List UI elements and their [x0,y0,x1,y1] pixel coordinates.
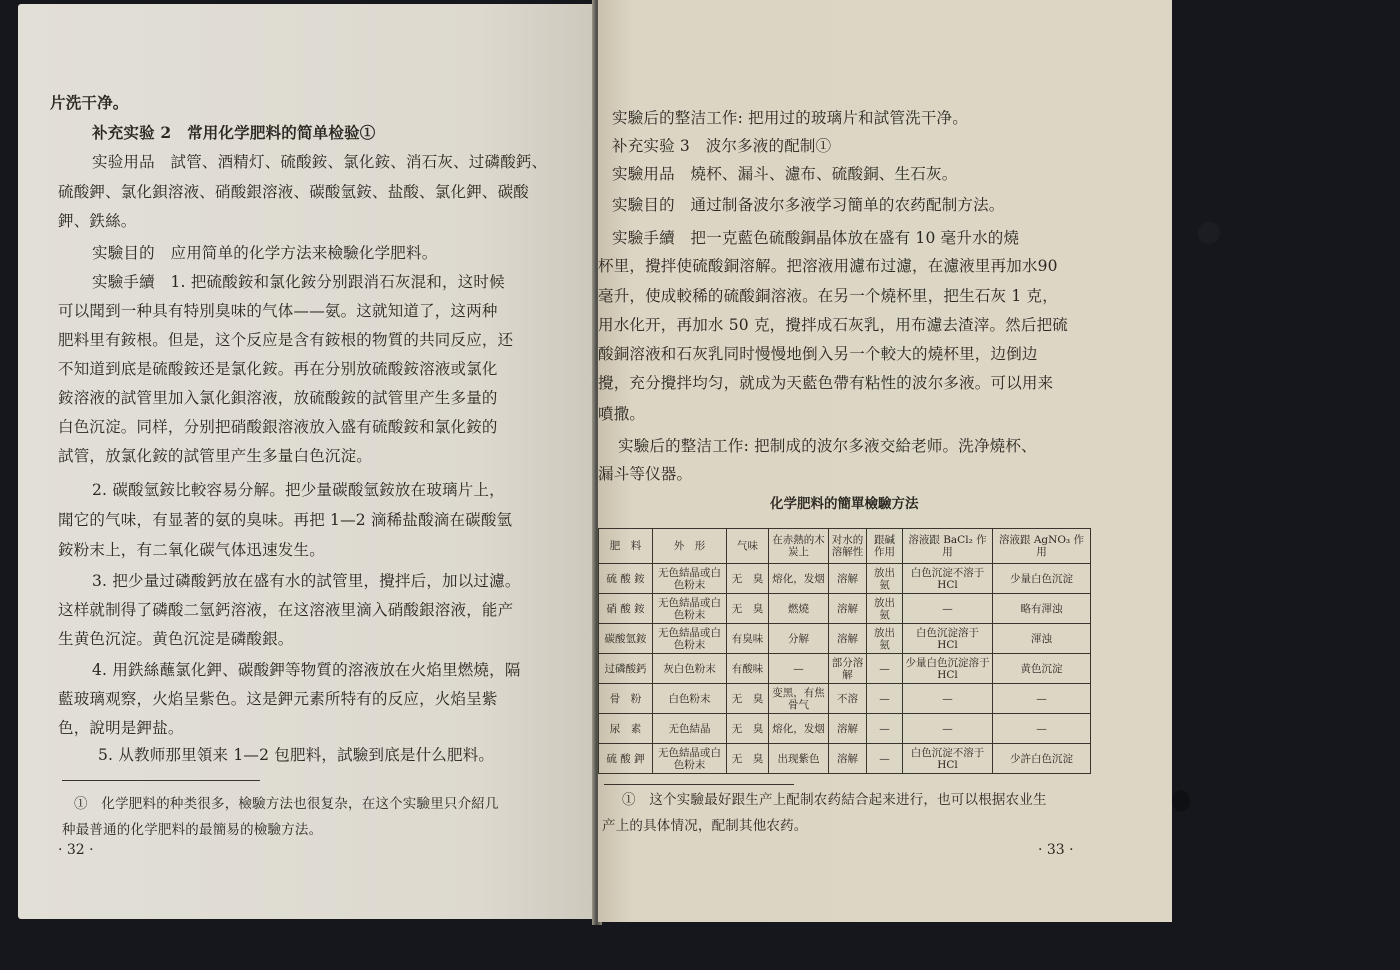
text-line: 攪，充分攪拌均匀，就成为天藍色帶有粘性的波尔多液。可以用来 [598,374,1054,392]
text-line: 試管，放氯化銨的試管里产生多量白色沉淀。 [58,447,373,465]
table-cell: 出现紫色 [769,744,829,774]
table-cell: 有酸味 [727,654,769,684]
table-row [599,564,1091,594]
table-cell: 白色沉淀不溶于 HCl [903,564,993,594]
left-page [18,4,596,919]
text-line: 实驗手續 1. 把硫酸銨和氯化銨分别跟消石灰混和，这时候 [92,273,505,291]
table-header-row [599,529,1091,564]
text-line: 漏斗等仪器。 [598,465,693,483]
table-cell: 白色沉淀不溶于 HCl [903,744,993,774]
table-cell: — [903,594,993,624]
table-cell: — [867,714,903,744]
table-row [599,624,1091,654]
footnote-line: 产上的具体情况，配制其他农药。 [602,818,808,834]
table-cell: 无色結晶或白色粉末 [653,594,727,624]
text-line: 銨溶液的試管里加入氯化鋇溶液，放硫酸銨的試管里产生多量的 [58,389,498,407]
table-cell: 熔化，发烟 [769,564,829,594]
fertilizer-test-table [598,528,1091,774]
table-cell: 无 臭 [727,594,769,624]
table-cell: 熔化，发烟 [769,714,829,744]
table-cell: 有臭味 [727,624,769,654]
text-line: 5. 从教师那里領来 1—2 包肥料，試驗到底是什么肥料。 [98,746,495,764]
table-cell: 渾浊 [993,624,1091,654]
table-cell: 白色粉末 [653,684,727,714]
text-line: 用水化开，再加水 50 克，攪拌成石灰乳，用布濾去渣滓。然后把硫 [598,316,1068,334]
punch-hole [1198,222,1220,244]
text-line: 可以聞到一种具有特別臭味的气体——氨。这就知道了，这两种 [58,302,498,320]
table-header-cell: 溶液跟 BaCl₂ 作用 [903,529,993,564]
text-line: 实驗后的整洁工作: 把制成的波尔多液交給老师。洗净燒杯、 [618,437,1037,455]
table-cell: 骨 粉 [599,684,653,714]
text-line: 肥料里有銨根。但是，这个反应是含有銨根的物質的共同反应，还 [58,331,514,349]
text-line: 毫升，使成較稀的硫酸銅溶液。在另一个燒杯里，把生石灰 1 克， [598,287,1058,305]
table-cell: 放出氨 [867,564,903,594]
table-cell: 无 臭 [727,744,769,774]
footnote-rule [604,784,794,785]
punch-hole [1172,790,1190,812]
table-cell: — [903,684,993,714]
table-cell: 少量白色沉淀 [993,564,1091,594]
table-cell: 无 臭 [727,714,769,744]
table-cell: 无 臭 [727,684,769,714]
table-cell: 放出氨 [867,624,903,654]
text-line: 3. 把少量过磷酸鈣放在盛有水的試管里，攪拌后，加以过濾。 [92,572,521,590]
table-cell: 无色結晶或白色粉末 [653,744,727,774]
text-line: 补充实验 2 常用化学肥料的简单检验① [92,123,376,142]
table-row [599,714,1091,744]
table-cell: 硫 酸 鉀 [599,744,653,774]
table-header-cell: 跟碱作用 [867,529,903,564]
table-cell: 部分溶解 [829,654,867,684]
table-cell: — [993,714,1091,744]
table-title: 化学肥料的簡單檢驗方法 [770,496,919,512]
table-header-cell: 气味 [727,529,769,564]
text-line: 补充实验 3 波尔多液的配制① [612,137,832,155]
table-cell: 硝 酸 銨 [599,594,653,624]
text-line: 硫酸鉀、氯化鋇溶液、硝酸銀溶液、碳酸氫銨、盐酸、氯化鉀、碳酸 [58,183,530,201]
table-row [599,744,1091,774]
text-line: 实驗用品 燒杯、漏斗、濾布、硫酸銅、生石灰。 [612,165,958,183]
table-cell: 无色結晶或白色粉末 [653,564,727,594]
text-line: 2. 碳酸氫銨比較容易分解。把少量碳酸氫銨放在玻璃片上， [92,481,505,499]
table-row [599,594,1091,624]
text-line: 这样就制得了磷酸二氫鈣溶液，在这溶液里滴入硝酸銀溶液，能产 [58,601,514,619]
table-cell: 灰白色粉末 [653,654,727,684]
page-number-left: · 32 · [58,842,94,858]
table-row [599,654,1091,684]
text-line: 鉀、鉄絲。 [58,212,137,230]
text-line: 实驗后的整洁工作: 把用过的玻璃片和試管洗干净。 [612,109,968,127]
table-cell: — [993,684,1091,714]
table-header-cell: 外 形 [653,529,727,564]
table-cell: 白色沉淀溶于 HCl [903,624,993,654]
table-cell: 少量白色沉淀溶于 HCl [903,654,993,684]
text-line: 銨粉末上，有二氧化碳气体迅速发生。 [58,541,325,559]
table-header-cell: 在赤熱的木炭上 [769,529,829,564]
text-line: 实验用品 試管、酒精灯、硫酸銨、氯化銨、消石灰、过磷酸鈣、 [92,153,548,171]
table-cell: 无色結晶或白色粉末 [653,624,727,654]
text-line: 色，說明是鉀盐。 [58,719,184,737]
text-line: 实驗手續 把一克藍色硫酸銅晶体放在盛有 10 毫升水的燒 [612,229,1020,247]
table-cell: 溶解 [829,744,867,774]
table-cell: 无色結晶 [653,714,727,744]
table-cell: — [769,654,829,684]
text-line: 实驗目的 通过制备波尔多液学习簡单的农药配制方法。 [612,196,1005,214]
table-cell: 溶解 [829,594,867,624]
text-line: 杯里，攪拌使硫酸銅溶解。把溶液用濾布过濾，在濾液里再加水90 [598,257,1058,275]
right-page [598,0,1172,922]
text-line: 噴撒。 [598,405,646,423]
table-cell: 溶解 [829,624,867,654]
table-cell: 少許白色沉淀 [993,744,1091,774]
text-line: 不知道到底是硫酸銨还是氯化銨。再在分别放硫酸銨溶液或氯化 [58,360,498,378]
table-cell: 略有渾浊 [993,594,1091,624]
table-cell: 过磷酸鈣 [599,654,653,684]
footnote-line: 种最普通的化学肥料的最簡易的檢驗方法。 [62,822,323,838]
text-line: 生黄色沉淀。黄色沉淀是磷酸銀。 [58,630,294,648]
text-line: 酸銅溶液和石灰乳同时慢慢地倒入另一个較大的燒杯里，边倒边 [598,345,1038,363]
table-cell: 放出氨 [867,594,903,624]
footnote-line: ① 这个实驗最好跟生产上配制农药結合起来进行，也可以根据农业生 [622,792,1047,808]
table-cell: 尿 素 [599,714,653,744]
table-header-cell: 溶液跟 AgNO₃ 作用 [993,529,1091,564]
table-cell: 变黑，有焦骨气 [769,684,829,714]
table-cell: 硫 酸 銨 [599,564,653,594]
table-cell: 溶解 [829,564,867,594]
text-line: 片洗干净。 [50,93,129,112]
table-header-cell: 肥 料 [599,529,653,564]
text-line: 白色沉淀。同样，分别把硝酸銀溶液放入盛有硫酸銨和氯化銨的 [58,418,498,436]
text-line: 藍玻璃观察，火焰呈紫色。这是鉀元素所特有的反应，火焰呈紫 [58,690,498,708]
table-cell: 黄色沉淀 [993,654,1091,684]
page-number-right: · 33 · [1038,842,1074,858]
footnote-rule [62,780,260,781]
text-line: 实驗目的 应用简单的化学方法来檢驗化学肥料。 [92,244,438,262]
table-row [599,684,1091,714]
table-cell: 不溶 [829,684,867,714]
table-cell: 溶解 [829,714,867,744]
text-line: 4. 用鉄絲蘸氯化鉀、碳酸鉀等物質的溶液放在火焰里燃燒，隔 [92,661,521,679]
table-cell: — [867,684,903,714]
table-cell: — [867,654,903,684]
table-header-cell: 对水的溶解性 [829,529,867,564]
table-cell: 燃燒 [769,594,829,624]
footnote-line: ① 化学肥料的种类很多，檢驗方法也很复杂，在这个实驗里只介紹几 [74,796,499,812]
table-cell: 碳酸氫銨 [599,624,653,654]
table-cell: — [903,714,993,744]
table-cell: 无 臭 [727,564,769,594]
table-cell: — [867,744,903,774]
text-line: 聞它的气味，有显著的氨的臭味。再把 1—2 滴稀盐酸滴在碳酸氫 [58,511,513,529]
table-cell: 分解 [769,624,829,654]
